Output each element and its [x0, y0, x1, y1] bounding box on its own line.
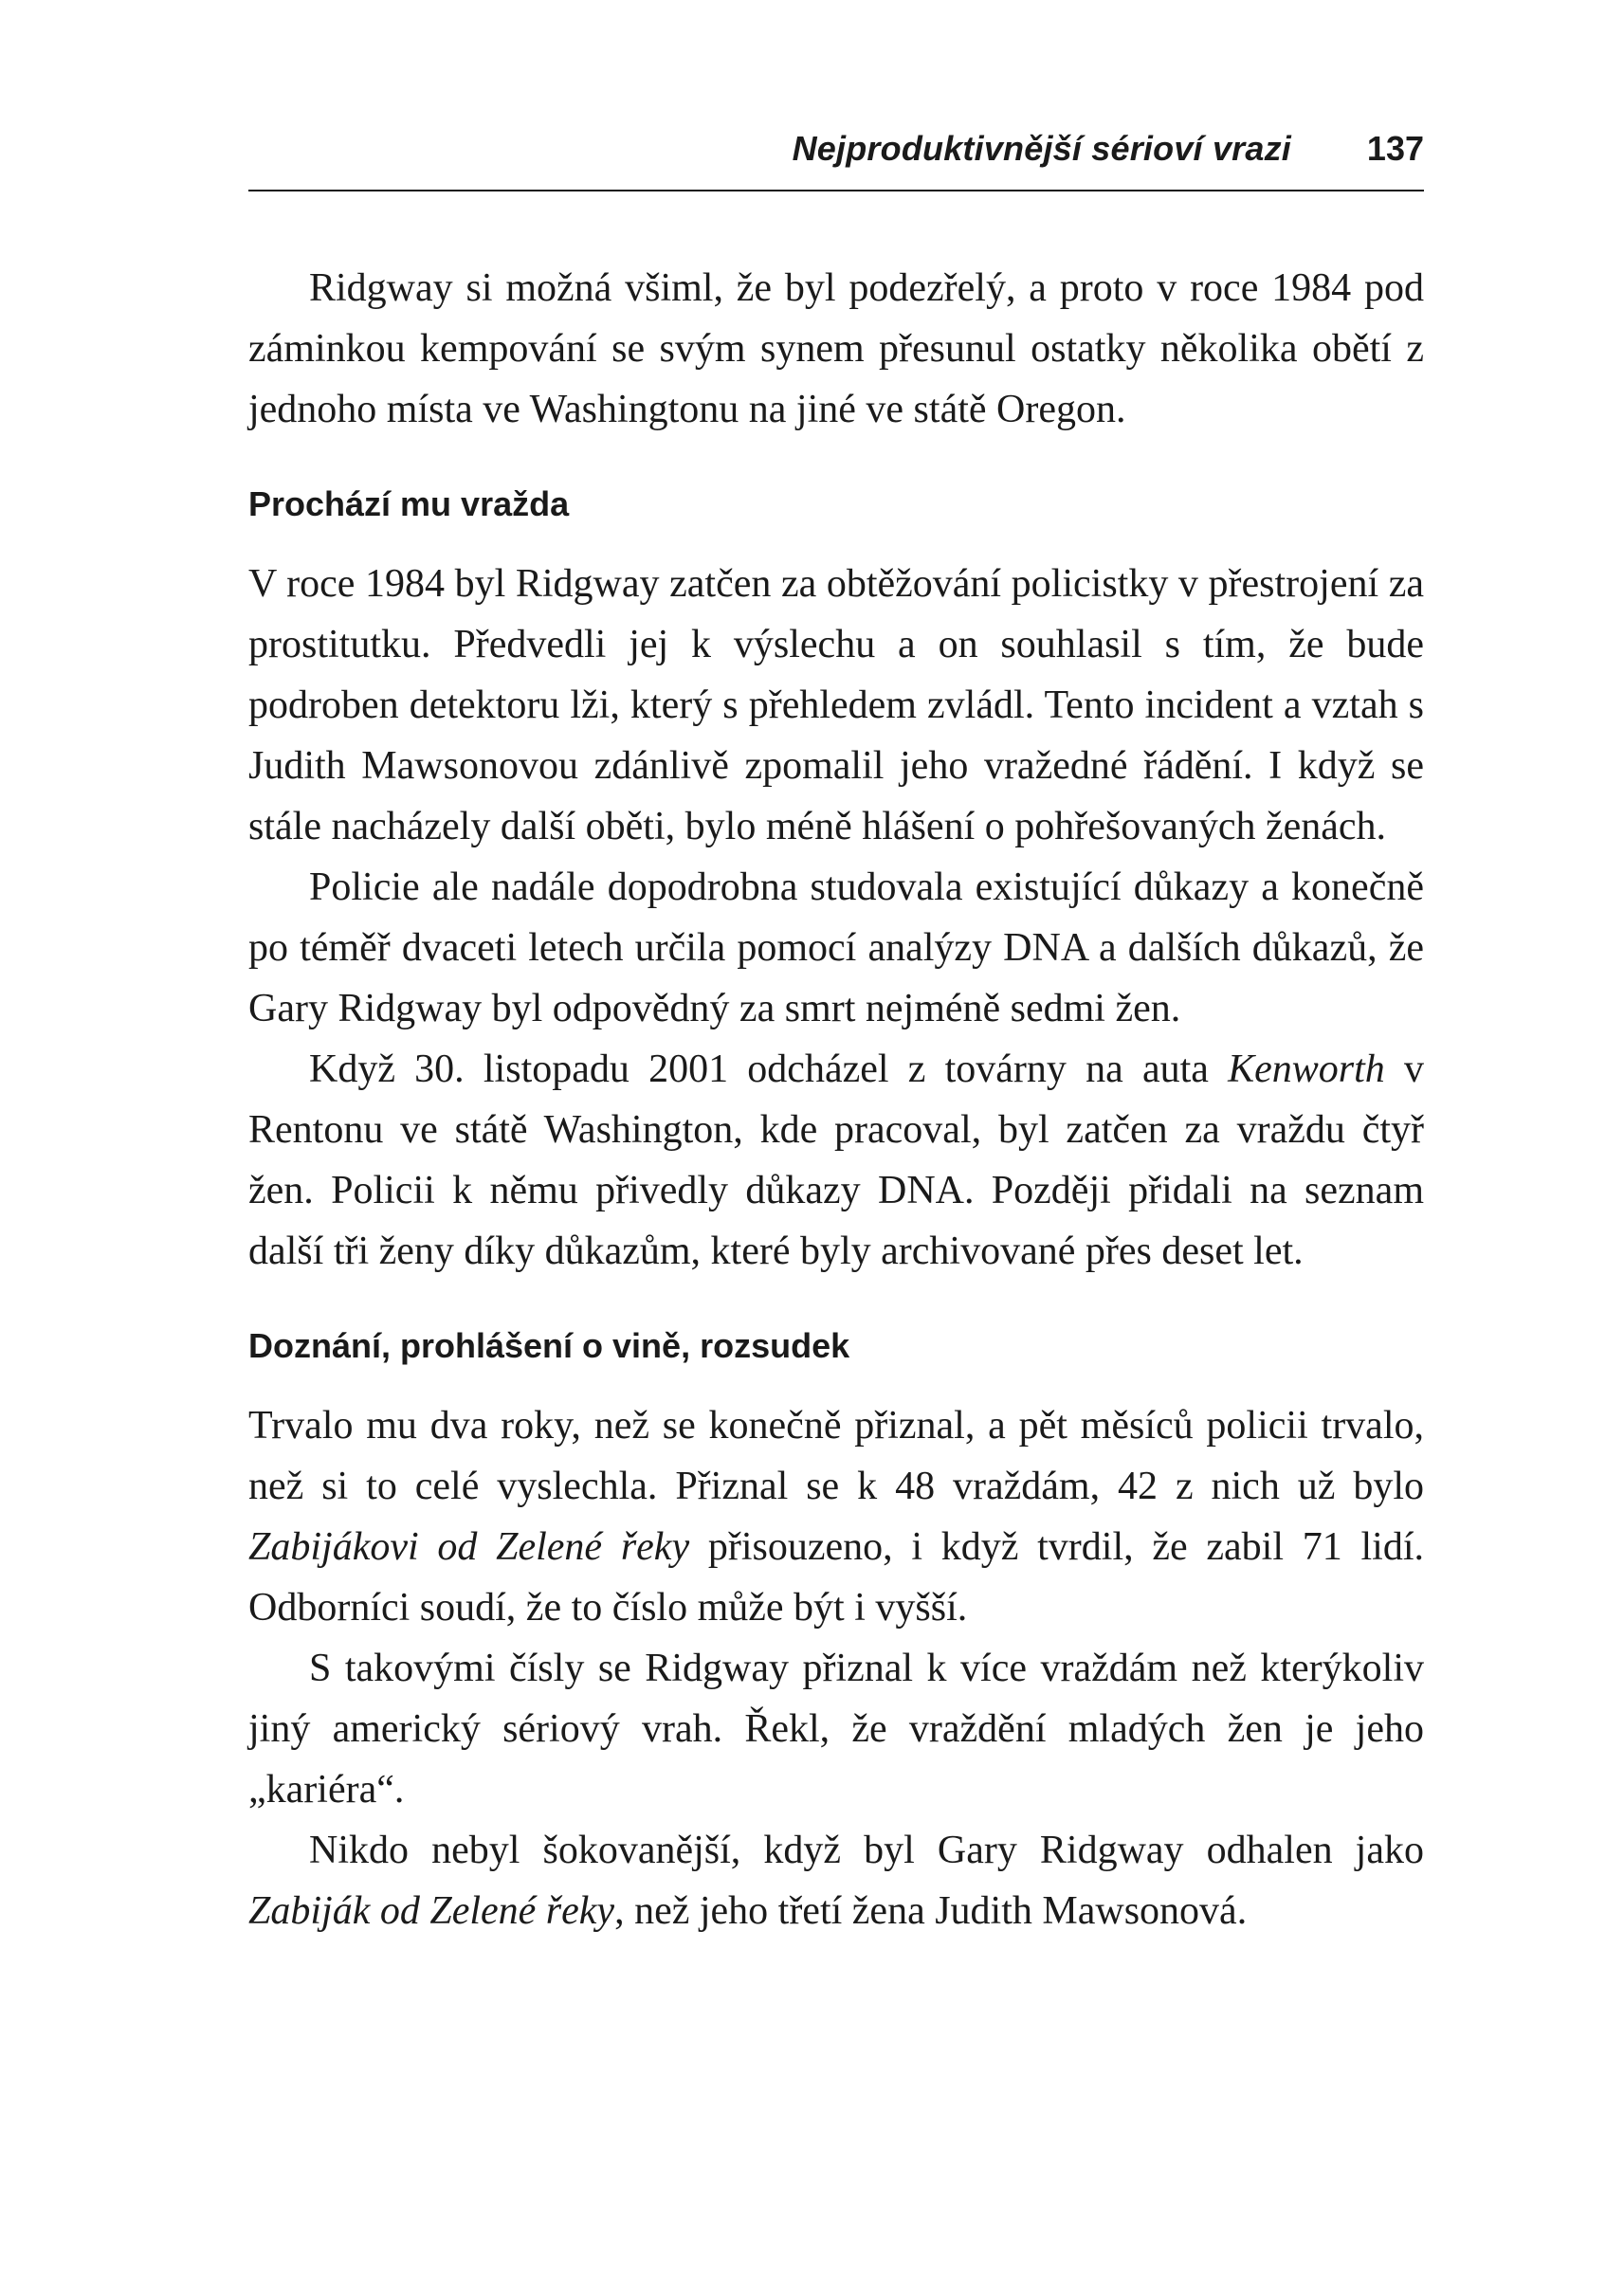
- paragraph-5-text-b: přisouzeno, i když tvrdil, že zabil 71 lidí. Odborníci soudí, že to číslo může být i vyšší.: [248, 1525, 1425, 1630]
- running-header: [248, 121, 1424, 191]
- body-text: [248, 258, 1424, 1941]
- page-number: 137: [1366, 129, 1424, 168]
- paragraph-1: [248, 258, 1424, 440]
- paragraph-4-text-a: Když 30. listopadu 2001 odcházel z továrny na auta: [309, 1047, 1229, 1091]
- paragraph-3-text: Policie ale nadále dopodrobna studovala existující důkazy a konečně po téměř dvaceti letech určila pomocí analýzy DNA a dalších důkazů, že Gary Ridgway byl odpovědný za smrt nejméně sedmi žen.: [248, 865, 1424, 1030]
- paragraph-4-text-b: v Rentonu ve státě Washington, kde pracoval, byl zatčen za vraždu čtyř žen. Policii k němu přivedly důkazy DNA. Později přidali na seznam další tři ženy díky důkazům, které byly archivované přes deset let.: [248, 1047, 1425, 1273]
- paragraph-5-text-a: Trvalo mu dva roky, než se konečně přiznal, a pět měsíců policii trvalo, než si to celé vyslechla. Přiznal se k 48 vraždám, 42 z nich už bylo: [248, 1404, 1424, 1508]
- paragraph-4: [248, 1039, 1424, 1282]
- paragraph-2-text: V roce 1984 byl Ridgway zatčen za obtěžování policistky v přestrojení za prostitutku. Předvedli jej k výslechu a on souhlasil s tím, že bude podroben detektoru lži, který s přehledem zvládl. Tento incident a vztah s Judith Mawsonovou zdánlivě zpomalil jeho vražedné řádění. I když se stále nacházely další oběti, bylo méně hlášení o pohřešovaných ženách.: [248, 562, 1424, 848]
- paragraph-7-text-a: Nikdo nebyl šokovanější, když byl Gary Ridgway odhalen jako: [309, 1829, 1424, 1872]
- paragraph-6-text: S takovými čísly se Ridgway přiznal k více vraždám než kterýkoliv jiný americký sériový vrah. Řekl, že vraždění mladých žen je jeho „kariéra“.: [248, 1647, 1424, 1812]
- paragraph-6: [248, 1638, 1424, 1820]
- section-heading-1: Prochází mu vražda: [248, 484, 570, 523]
- paragraph-5: [248, 1395, 1424, 1638]
- paragraph-7-text-b: , než jeho třetí žena Judith Mawsonová.: [614, 1889, 1248, 1933]
- paragraph-2: [248, 554, 1424, 857]
- paragraph-5-italic: Zabijákovi od Zelené řeky: [248, 1525, 690, 1569]
- paragraph-3: [248, 857, 1424, 1039]
- running-title: Nejproduktivnější sérioví vrazi: [792, 129, 1291, 168]
- paragraph-1-text: Ridgway si možná všiml, že byl podezřelý, a proto v roce 1984 pod záminkou kempování se svým synem přesunul ostatky několika obětí z jednoho místa ve Washingtonu na jiné ve státě Oregon.: [248, 266, 1424, 431]
- paragraph-7-italic: Zabiják od Zelené řeky: [248, 1889, 615, 1933]
- paragraph-7: [248, 1820, 1424, 1941]
- section-heading-2: Doznání, prohlášení o vině, rozsudek: [248, 1326, 850, 1365]
- paragraph-4-italic: Kenworth: [1228, 1047, 1385, 1091]
